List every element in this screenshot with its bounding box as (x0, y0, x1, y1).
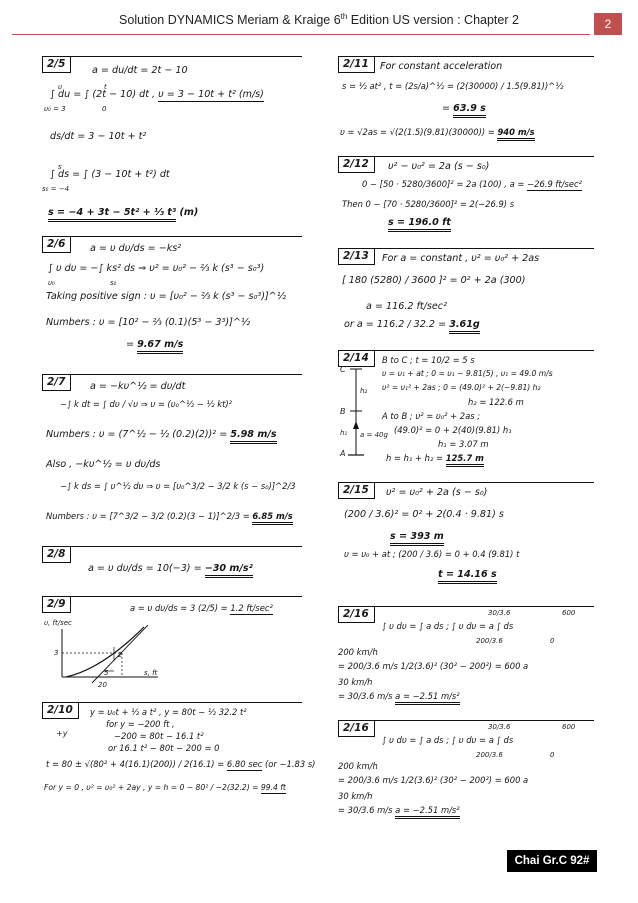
solution-line: = 200/3.6 m/s 1/2(3.6)² (30² − 200²) = 600 a (338, 661, 529, 671)
solution-line: Then 0 − [70 · 5280/3600]² = 2(−26.9) s (342, 199, 515, 209)
limit-label: 600 (562, 609, 576, 617)
boxed-answer: 5.98 m/s (230, 429, 276, 444)
solutions-page (36, 50, 594, 840)
axis-label: +y (56, 729, 68, 738)
problem-2-14 (338, 350, 594, 473)
solution-line: s = ½ at² , t = (2s/a)^½ = (2(30000) / 1.5(9.81))^½ (342, 81, 564, 91)
solution-line: t = 80 ± √(80² + 4(16.1)(200)) / 2(16.1) = 6.80 sec (or −1.83 s) (46, 759, 316, 769)
limit-label: 200/3.6 (476, 637, 503, 645)
limit-label: s (58, 163, 62, 171)
solution-line: Numbers : υ = (7^½ − ½ (0.2)(2))² = 5.98 m/s (46, 429, 277, 440)
boxed-answer: a = −2.51 m/s² (395, 805, 460, 819)
limit-label: 600 (562, 723, 576, 731)
solution-line: y = υ₀t + ½ a t² , y = 80t − ½ 32.2 t² (90, 707, 247, 717)
boxed-answer: a = −2.51 m/s² (395, 691, 460, 705)
problem-number: 2/15 (338, 483, 375, 499)
boxed-answer: −30 m/s² (205, 563, 253, 578)
axis-label: υ, ft/sec (44, 619, 72, 627)
direction-arrow (353, 421, 359, 429)
boxed-answer: s = 393 m (390, 531, 444, 546)
solution-line: ∫ υ dυ = −∫ ks² ds ⇒ υ² = υ₀² − ⅔ k (s³ − s₀³) (48, 263, 265, 274)
solution-line: h₁ = 3.07 m (438, 439, 489, 449)
solution-line: [ 180 (5280) / 3600 ]² = 0² + 2a (300) (342, 275, 526, 286)
limit-label: υ (58, 83, 63, 91)
problem-number: 2/6 (42, 237, 71, 253)
solution-line: (200 / 3.6)² = 0² + 2(0.4 · 9.81) s (344, 509, 504, 520)
solution-line: 200 km/h (338, 761, 378, 771)
boxed-answer: t = 14.16 s (438, 569, 497, 584)
velocity-graph (52, 625, 162, 691)
limit-label: s₀ (110, 279, 117, 287)
solution-line: = 9.67 m/s (126, 339, 183, 350)
boxed-answer: 3.61g (449, 319, 480, 334)
solution-line: υ = υ₁ + at ; 0 = υ₁ − 9.81(5) , υ₁ = 49.0 m/s (382, 369, 553, 378)
solution-line: For y = 0 , υ² = υ₀² + 2ay , y = h = 0 − 80² / −2(32.2) = 99.4 ft (44, 783, 286, 792)
boxed-answer: υ = 3 − 10t + t² (m/s) (158, 89, 264, 100)
boxed-answer: −26.9 ft/sec² (527, 179, 582, 189)
solution-line: For a = constant , υ² = υ₀² + 2as (382, 253, 540, 264)
problem-2-16-first (338, 606, 594, 703)
solution-line: −∫ k ds = ∫ υ^½ dυ ⇒ υ = [υ₀^3/2 − 3/2 k (s − s₀)]^2/3 (60, 481, 296, 491)
problem-number: 2/13 (338, 249, 375, 265)
problem-number: 2/8 (42, 547, 71, 563)
solution-line: ds/dt = 3 − 10t + t² (50, 131, 147, 142)
boxed-answer: 99.4 ft (260, 783, 286, 792)
solution-line: 30 km/h (338, 677, 373, 687)
limit-label: 0 (102, 105, 107, 113)
limit-label: 30/3.6 (488, 609, 511, 617)
point-label: a = 40g (360, 431, 388, 439)
solution-line: υ = υ₀ + at ; (200 / 3.6) = 0 + 0.4 (9.81) t (344, 549, 520, 559)
solution-line: Numbers : υ = [7^3/2 − 3/2 (0.2)(3 − 1)]^2/3 = 6.85 m/s (46, 511, 293, 521)
point-label: A (340, 449, 346, 458)
solution-line: υ = √2as = √(2(1.5)(9.81)(30000)) = 940 m/s (340, 127, 535, 137)
problem-number: 2/16 (338, 607, 375, 623)
solution-line: (49.0)² = 0 + 2(40)(9.81) h₁ (394, 425, 512, 435)
boxed-answer: s = −4 + 3t − 5t² + ⅓ t³ (48, 207, 176, 222)
solution-line: ∫ ds = ∫ (3 − 10t + t²) dt (50, 169, 170, 180)
solution-line: A to B ; υ² = υ₀² + 2as ; (382, 411, 481, 421)
solution-line: = 200/3.6 m/s 1/2(3.6)² (30² − 200²) = 600 a (338, 775, 529, 785)
page-title: Solution DYNAMICS Meriam & Kraige 6th Edition US version : Chapter 2 (119, 12, 519, 28)
problem-2-11 (338, 56, 594, 147)
boxed-answer: 9.67 m/s (137, 339, 183, 354)
solution-line: −200 = 80t − 16.1 t² (114, 731, 204, 741)
point-label: h₂ (360, 387, 368, 395)
solution-line: 30 km/h (338, 791, 373, 801)
problem-2-16-second (338, 720, 594, 817)
solution-line: ∫ υ dυ = ∫ a ds ; ∫ υ dυ = a ∫ ds (382, 735, 514, 745)
solution-line: B to C ; t = 10/2 = 5 s (382, 355, 475, 365)
point-label: C (340, 365, 346, 374)
limit-label: 200/3.6 (476, 751, 503, 759)
problem-2-12 (338, 156, 594, 237)
solution-line: for y = −200 ft , (106, 719, 175, 729)
solution-line (390, 531, 444, 542)
solution-line (388, 217, 451, 228)
problem-2-8 (42, 546, 302, 587)
problem-number: 2/16 (338, 721, 375, 737)
problem-number: 2/12 (338, 157, 375, 173)
solution-line: = 30/3.6 m/s a = −2.51 m/s² (338, 805, 460, 815)
problem-number: 2/11 (338, 57, 375, 73)
solution-line (438, 569, 497, 580)
solution-line: −∫ k dt = ∫ dυ / √υ ⇒ υ = (υ₀^½ − ½ kt)² (60, 399, 233, 409)
limit-label: s₀ = −4 (42, 185, 70, 193)
problem-number: 2/9 (42, 597, 71, 613)
solution-line: a = υ dυ/ds = 10(−3) = −30 m/s² (88, 563, 253, 574)
solution-line: h = h₁ + h₂ = 125.7 m (386, 453, 484, 463)
boxed-answer: s = 196.0 ft (388, 217, 451, 232)
solution-line: υ² = υ₀² + 2a (s − s₀) (386, 487, 488, 498)
tick-label: 3 (54, 649, 59, 657)
limit-label: t (104, 83, 107, 91)
problem-2-13 (338, 248, 594, 337)
solution-line: ∫ du = ∫ (2t − 10) dt , υ = 3 − 10t + t² (m/s) (50, 89, 264, 100)
solution-line: h₂ = 122.6 m (468, 397, 524, 407)
solution-line: or 16.1 t² − 80t − 200 = 0 (108, 743, 220, 753)
solution-line: s = −4 + 3t − 5t² + ⅓ t³ (m) (48, 207, 198, 218)
boxed-answer: 125.7 m (446, 453, 484, 467)
limit-label: 30/3.6 (488, 723, 511, 731)
problem-2-10 (42, 702, 316, 805)
header-rule (12, 34, 590, 35)
solution-line: 0 − [50 · 5280/3600]² = 2a (100) , a = −26.9 ft/sec² (362, 179, 582, 189)
point-label: h₁ (340, 429, 348, 437)
limit-label: υ₀ = 3 (44, 105, 66, 113)
solution-line: = 63.9 s (442, 103, 486, 114)
problem-number: 2/5 (42, 57, 71, 73)
solution-line: υ² = υ₁² + 2as ; 0 = (49.0)² + 2(−9.81) h₂ (382, 383, 541, 392)
solution-line: a = υ dυ/ds = −ks² (90, 243, 182, 254)
boxed-answer: 940 m/s (497, 127, 534, 141)
boxed-answer: 6.85 m/s (252, 511, 292, 525)
tick-label: 20 (98, 681, 107, 689)
solution-line: = 30/3.6 m/s a = −2.51 m/s² (338, 691, 460, 701)
tick-label: 2 (118, 651, 123, 659)
tick-label: 5 (104, 669, 109, 677)
limit-label: υ₀ (48, 279, 55, 287)
solution-line: a = −kυ^½ = dυ/dt (90, 381, 186, 392)
boxed-answer: 6.80 sec (226, 759, 263, 769)
boxed-answer: 1.2 ft/sec² (230, 603, 273, 613)
solution-line: Also , −kυ^½ = υ dυ/ds (46, 459, 161, 470)
solution-line: or a = 116.2 / 32.2 = 3.61g (344, 319, 480, 330)
limit-label: 0 (550, 751, 555, 759)
point-label: B (340, 407, 346, 416)
axis-label: s, ft (144, 669, 158, 677)
solution-line: For constant acceleration (380, 61, 503, 72)
problem-number: 2/14 (338, 351, 375, 367)
problem-number: 2/7 (42, 375, 71, 391)
solution-line: a = υ dυ/ds = 3 (2/5) = 1.2 ft/sec² (130, 603, 273, 613)
limit-label: 0 (550, 637, 555, 645)
solution-line: ∫ υ dυ = ∫ a ds ; ∫ υ dυ = a ∫ ds (382, 621, 514, 631)
problem-2-5 (42, 56, 302, 227)
solution-line: a = du/dt = 2t − 10 (92, 65, 188, 76)
problem-2-15 (338, 482, 594, 589)
solution-line: Numbers : υ = [10² − ⅔ (0.1)(5³ − 3³)]^½ (46, 317, 251, 328)
problem-2-9 (42, 596, 302, 693)
problem-2-7 (42, 374, 302, 535)
page-number-badge: 2 (594, 13, 622, 35)
boxed-answer: 63.9 s (453, 103, 486, 118)
footer-badge: Chai Gr.C 92# (507, 850, 597, 872)
solution-line: υ² − υ₀² = 2a (s − s₀) (388, 161, 490, 172)
solution-line: Taking positive sign : υ = [υ₀² − ⅔ k (s³ − s₀³)]^½ (46, 291, 287, 302)
problem-number: 2/10 (42, 703, 79, 719)
solution-line: a = 116.2 ft/sec² (366, 301, 447, 312)
solution-line: 200 km/h (338, 647, 378, 657)
problem-2-6 (42, 236, 302, 365)
